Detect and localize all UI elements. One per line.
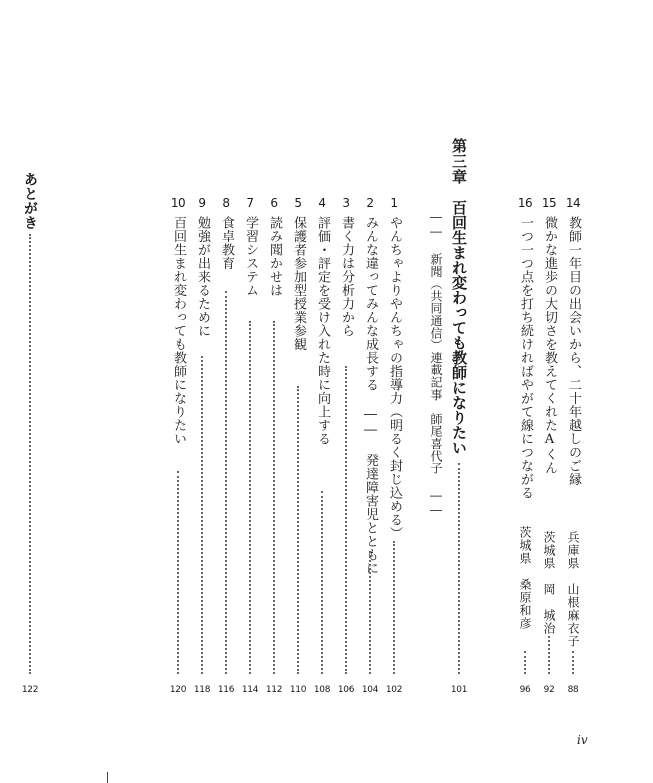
dot-leader [273,321,275,674]
dot-leader [321,491,323,674]
dot-leader [177,471,179,674]
dot-leader [524,651,526,674]
entry-page: 116 [217,685,235,695]
entry-title: 学習システム [243,216,258,297]
entry-page: 112 [265,685,283,695]
dot-leader [225,291,227,674]
entry-page: 120 [169,685,187,695]
toc-entry[interactable] [218,196,234,696]
entry-number: 4 [318,196,326,210]
chapter-subtitle-text: ―― 新聞（共同通信）連載記事 師尾喜代子 ―― [429,210,443,518]
entry-page: 104 [361,685,379,695]
dot-leader [548,636,550,674]
entry-page: 102 [385,685,403,695]
entry-title: 微かな進歩の大切さを教えてくれたAくん [542,216,557,475]
entry-page: 108 [313,685,331,695]
entry-title: 食卓教育 [219,216,234,270]
dot-leader [345,366,347,674]
entry-author: 兵庫県 山根麻衣子 [566,531,580,648]
toc-entry[interactable] [565,196,581,696]
dot-leader [297,386,299,674]
entry-number: 3 [342,196,350,210]
toc-entry[interactable] [266,196,282,696]
toc-entry[interactable] [541,196,557,696]
chapter-label: 第三章 [450,138,468,185]
page-folio: iv [577,733,588,747]
entry-title: 勉強が出来るために [195,216,210,338]
entry-page: 92 [543,685,555,695]
entry-number: 8 [222,196,230,210]
toc-entry[interactable] [170,196,186,696]
dot-leader [201,356,203,674]
entry-title: 書く力は分析力から [339,216,354,338]
entry-author: 茨城県 桑原和彦 [518,526,532,630]
entry-title: 読み聞かせは [267,216,282,297]
afterword-page: 122 [21,685,39,695]
toc-entry[interactable] [338,196,354,696]
entry-number: 5 [294,196,302,210]
entry-number: 10 [170,196,186,210]
entry-number: 14 [565,196,581,210]
dot-leader [369,551,371,674]
toc-entry[interactable] [194,196,210,696]
toc-entry[interactable] [242,196,258,696]
toc-entry[interactable] [386,196,402,696]
crop-mark [107,772,108,783]
entry-page: 88 [567,685,579,695]
entry-page: 110 [289,685,307,695]
entry-title: 保護者参加型授業参観 [291,216,306,351]
afterword-entry[interactable] [22,172,38,696]
chapter-page: 101 [450,685,468,695]
dot-leader [458,463,460,674]
toc-entry[interactable] [517,196,533,696]
entry-title: 百回生まれ変わっても教師になりたい [171,216,186,446]
entry-page: 114 [241,685,259,695]
dot-leader [572,651,574,674]
chapter-title: 百回生まれ変わっても教師になりたい [450,200,468,455]
entry-number: 16 [517,196,533,210]
entry-page: 96 [519,685,531,695]
entry-title: やんちゃよりやんちゃの指導力（明るく封じ込める） [387,216,402,540]
entry-page: 118 [193,685,211,695]
chapter-subtitle [428,210,444,518]
entry-number: 7 [246,196,254,210]
toc-entry[interactable] [290,196,306,696]
dot-leader [393,541,395,674]
entry-number: 9 [198,196,206,210]
entry-title: 一つ一つ点を打ち続ければやがて線につながる [518,216,533,500]
afterword-title: あとがき [22,172,38,230]
entry-title: みんな違ってみんな成長する ―― 発達障害児とともに [363,216,378,575]
entry-title: 評価・評定を受け入れた時に向上する [315,216,330,446]
entry-title: 教師一年目の出会いから、二十年越しのご縁 [566,216,581,486]
entry-number: 15 [541,196,557,210]
entry-author: 茨城県 岡 城治 [542,531,556,635]
toc-entry[interactable] [314,196,330,696]
dot-leader [249,321,251,674]
entry-page: 106 [337,685,355,695]
entry-number: 1 [390,196,398,210]
entry-number: 2 [366,196,374,210]
dot-leader [29,234,31,674]
chapter-heading[interactable] [451,138,467,696]
entry-number: 6 [270,196,278,210]
toc-entry[interactable] [362,196,378,696]
